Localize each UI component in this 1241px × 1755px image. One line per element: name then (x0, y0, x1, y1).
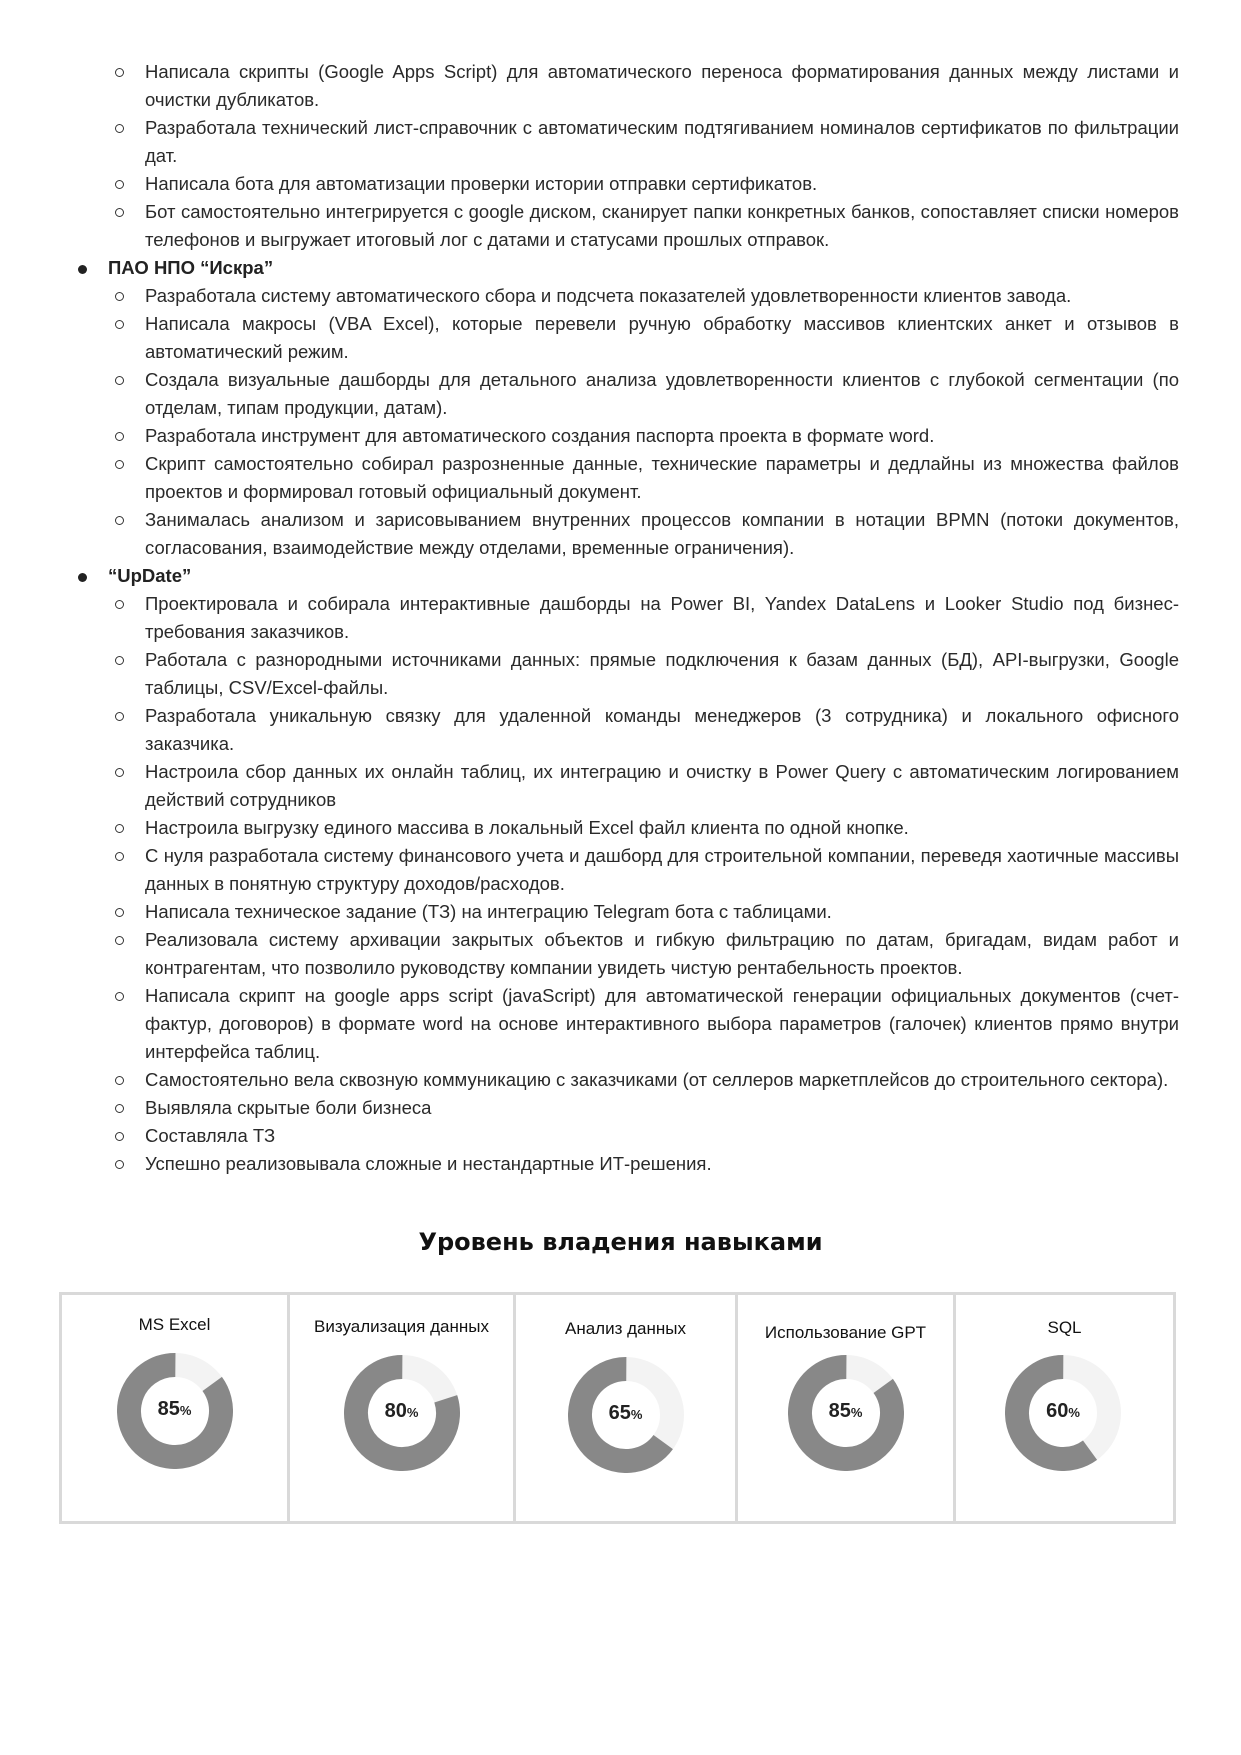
list-item: Настроила выгрузку единого массива в локальный Excel файл клиента по одной кнопке. (145, 814, 1179, 842)
skill-donut-chart (788, 1355, 904, 1471)
experience-list (0, 58, 1241, 1178)
list-item: Разработала систему автоматического сбора и подсчета показателей удовлетворенности клиентов завода. (145, 282, 1179, 310)
skill-donut-chart (344, 1355, 460, 1471)
list-item: Самостоятельно вела сквозную коммуникацию с заказчиками (от селлеров маркетплейсов до строительного сектора). (145, 1066, 1179, 1094)
percent-sign: % (1068, 1405, 1080, 1420)
list-item: Скрипт самостоятельно собирал разрозненные данные, технические параметры и дедлайны из множества файлов проектов и формировал готовый официальный документ. (145, 450, 1179, 506)
skill-percent-value: 60 (1046, 1400, 1069, 1422)
skill-name: SQL (1047, 1318, 1082, 1337)
experience-section (0, 58, 1241, 254)
skill-name: MS Excel (138, 1315, 211, 1334)
percent-sign: % (850, 1405, 863, 1420)
list-item: Проектировала и собирала интерактивные дашборды на Power BI, Yandex DataLens и Looker Studio под бизнес-требования заказчиков. (145, 590, 1179, 646)
list-item: Реализовала систему архивации закрытых объектов и гибкую фильтрацию по датам, бригадам, видам работ и контрагентам, что позволило руководству компании увидеть чистую рентабельность проектов. (145, 926, 1179, 982)
skill-percent-value: 65 (608, 1402, 631, 1424)
skill-percent (788, 1400, 904, 1423)
skill-donut-chart (568, 1357, 684, 1473)
experience-section (0, 254, 1241, 562)
list-item: Бот самостоятельно интегрируется с google диском, сканирует папки конкретных банков, сопоставляет списки номеров телефонов и выгружает итоговый лог с датами и статусами прошлых отправок. (145, 198, 1179, 254)
list-item: С нуля разработала систему финансового учета и дашборд для строительной компании, переведя хаотичные массивы данных в понятную структуру доходов/расходов. (145, 842, 1179, 898)
list-item: Создала визуальные дашборды для детального анализа удовлетворенности клиентов с глубокой сегментации (по отделам, типам продукции, датам). (145, 366, 1179, 422)
skill-name: Анализ данных (565, 1319, 686, 1338)
list-item: Успешно реализовывала сложные и нестандартные ИТ-решения. (145, 1150, 1179, 1178)
list-item: Написала техническое задание (ТЗ) на интеграцию Telegram бота с таблицами. (145, 898, 1179, 926)
bullet-list (0, 58, 1241, 254)
list-item: Написала бота для автоматизации проверки истории отправки сертификатов. (145, 170, 1179, 198)
list-item: Составляла ТЗ (145, 1122, 1179, 1150)
list-item: Работала с разнородными источниками данных: прямые подключения к базам данных (БД), API-выгрузки, Google таблицы, CSV/Excel-файлы. (145, 646, 1179, 702)
list-item: Написала макросы (VBA Excel), которые перевели ручную обработку массивов клиентских анкет и отзывов в автоматический режим. (145, 310, 1179, 366)
skill-name: Использование GPT (764, 1323, 927, 1342)
skill-cell (516, 1295, 738, 1521)
skill-percent (568, 1402, 684, 1425)
list-item: Разработала технический лист-справочник с автоматическим подтягиванием номиналов сертификатов по фильтрации дат. (145, 114, 1179, 170)
experience-section (0, 562, 1241, 1178)
list-item: Занималась анализом и зарисовыванием внутренних процессов компании в нотации BPMN (потоки документов, согласования, взаимодействие между отделами, временные ограничения). (145, 506, 1179, 562)
percent-sign: % (179, 1403, 192, 1418)
list-item: Настроила сбор данных их онлайн таблиц, их интеграцию и очистку в Power Query с автоматическим логированием действий сотрудников (145, 758, 1179, 814)
skill-percent (344, 1400, 460, 1423)
skill-name: Визуализация данных (314, 1317, 489, 1336)
company-name: ПАО НПО “Искра” (0, 254, 1241, 282)
list-item: Разработала уникальную связку для удаленной команды менеджеров (3 сотрудника) и локального офисного заказчика. (145, 702, 1179, 758)
bullet-list (0, 282, 1241, 562)
list-item: Выявляла скрытые боли бизнеса (145, 1094, 1179, 1122)
skill-percent-value: 80 (384, 1400, 407, 1422)
skills-table (59, 1292, 1176, 1524)
list-item: Разработала инструмент для автоматического создания паспорта проекта в формате word. (145, 422, 1179, 450)
list-item: Написала скрипт на google apps script (javaScript) для автоматической генерации официальных документов (счет-фактур, договоров) в формате word на основе интерактивного выбора параметров (галочек) клиентов прямо внутри интерфейса таблиц. (145, 982, 1179, 1066)
skill-cell (738, 1295, 956, 1521)
skill-percent-value: 85 (828, 1400, 851, 1422)
company-name: “UpDate” (0, 562, 1241, 590)
skill-cell (290, 1295, 516, 1521)
list-item: Написала скрипты (Google Apps Script) для автоматического переноса форматирования данных между листами и очистки дубликатов. (145, 58, 1179, 114)
skill-percent-value: 85 (157, 1398, 180, 1420)
skill-percent (1005, 1400, 1121, 1423)
skills-title: Уровень владения навыками (418, 1228, 823, 1256)
percent-sign: % (406, 1405, 419, 1420)
bullet-list (0, 590, 1241, 1178)
skill-cell (62, 1295, 290, 1521)
skill-donut-chart (1005, 1355, 1121, 1471)
percent-sign: % (630, 1407, 643, 1422)
skill-percent (117, 1398, 233, 1421)
skill-donut-chart (117, 1353, 233, 1469)
skill-cell (956, 1295, 1173, 1521)
